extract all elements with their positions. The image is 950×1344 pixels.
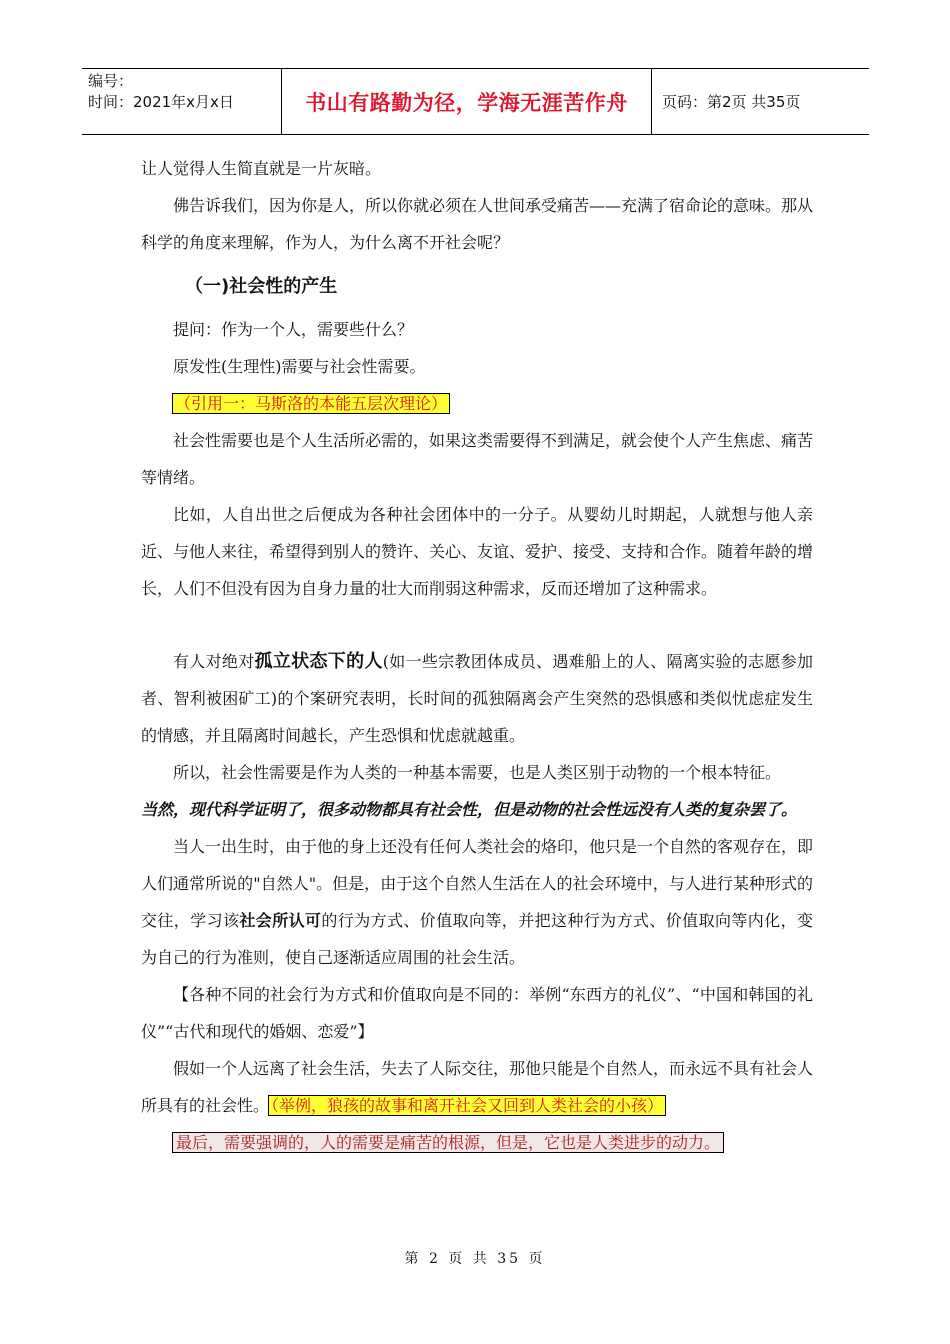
paragraph-animals-note: 当然，现代科学证明了，很多动物都具有社会性，但是动物的社会性远没有人类的复杂罢了。 xyxy=(141,800,798,819)
paragraph-question: 提问：作为一个人，需要些什么？ xyxy=(173,320,414,339)
document-body xyxy=(141,150,813,1161)
final-highlight: 最后，需要强调的，人的需要是痛苦的根源，但是，它也是人类进步的动力。 xyxy=(173,1133,723,1152)
paragraph-natural-man xyxy=(141,828,813,976)
isolated-person-text: 假如一个人远离了社会生活，失去了人际交往，那他只能是个自然人，而永远不具有社会人所具有的社会性。 xyxy=(141,1059,814,1115)
paragraph-social-needs: 社会性需要也是个人生活所必需的，如果这类需要得不到满足，就会使个人产生焦虑、痛苦等情绪。 xyxy=(141,431,814,487)
number-label: 编号： xyxy=(88,72,134,90)
paragraph-final xyxy=(141,1124,813,1161)
header-motto: 书山有路勤为径，学海无涯苦作舟 xyxy=(282,69,652,134)
isolation-emphasis: 孤立状态下的人 xyxy=(254,651,383,672)
section-heading: （一)社会性的产生 xyxy=(185,276,338,297)
header-meta xyxy=(82,69,282,134)
paragraph-example: 比如，人自出世之后便成为各种社会团体中的一分子。从婴幼儿时期起，人就想与他人亲近、与他人来往，希望得到别人的赞许、关心、友谊、爱护、接受、支持和合作。随着年龄的增长，人们不但没有因为自身力量的壮大而削弱这种需求，反而还增加了这种需求。 xyxy=(141,505,814,598)
paragraph-1: 让人觉得人生简直就是一片灰暗。 xyxy=(141,159,382,178)
isolation-text-a: 有人对绝对 xyxy=(173,652,255,671)
header-page-info: 页码：第2页 共35页 xyxy=(662,93,801,111)
natural-man-text-a: 当人一出生时，由于他的身上还没有任何人类社会的烙印，他只是一个自然的客观存在，即人们通常所说的"自然人"。但是，由于这个自然人生活在人的社会环境中，与人进行某种形式的交往，学习该 xyxy=(141,837,814,930)
paragraph-bracket-examples: 【各种不同的社会行为方式和价值取向是不同的：举例“东西方的礼仪”、“中国和韩国的礼仪”“古代和现代的婚姻、恋爱”】 xyxy=(141,985,813,1041)
citation-maslow: （引用一：马斯洛的本能五层次理论） xyxy=(175,394,448,413)
natural-man-emphasis: 社会所认可 xyxy=(239,911,322,930)
page-footer: 第 2 页 共 35 页 xyxy=(404,1251,546,1267)
page-header xyxy=(82,68,869,135)
paragraph-isolation xyxy=(141,643,813,754)
citation-wolf-child: （举例，狼孩的故事和离开社会又回到人类社会的小孩） xyxy=(271,1096,664,1115)
citation-1-line xyxy=(141,385,813,422)
isolation-text-b: (如一些宗教团体成员、遇难船上的人、隔离实验的志愿参加者、智利被困矿工)的个案研究表明，长时间的孤独隔离会产生突然的恐惧感和类似忧虑症发生的情感，并且隔离时间越长，产生恐惧和忧虑就越重。 xyxy=(141,652,813,745)
natural-man-text-b: 的行为方式、价值取向等，并把这种行为方式、价值取向等内化，变为自己的行为准则，使自己逐渐适应周围的社会生活。 xyxy=(141,911,813,967)
blank-line xyxy=(141,607,813,643)
paragraph-conclusion: 所以，社会性需要是作为人类的一种基本需要，也是人类区别于动物的一个根本特征。 xyxy=(173,763,782,782)
paragraph-needs: 原发性(生理性)需要与社会性需要。 xyxy=(173,357,426,376)
paragraph-isolated-person xyxy=(141,1050,813,1124)
time-label: 时间：2021年x月x日 xyxy=(88,93,234,111)
paragraph-2: 佛告诉我们，因为你是人，所以你就必须在人世间承受痛苦——充满了宿命论的意味。那从科学的角度来理解，作为人，为什么离不开社会呢？ xyxy=(141,196,814,252)
